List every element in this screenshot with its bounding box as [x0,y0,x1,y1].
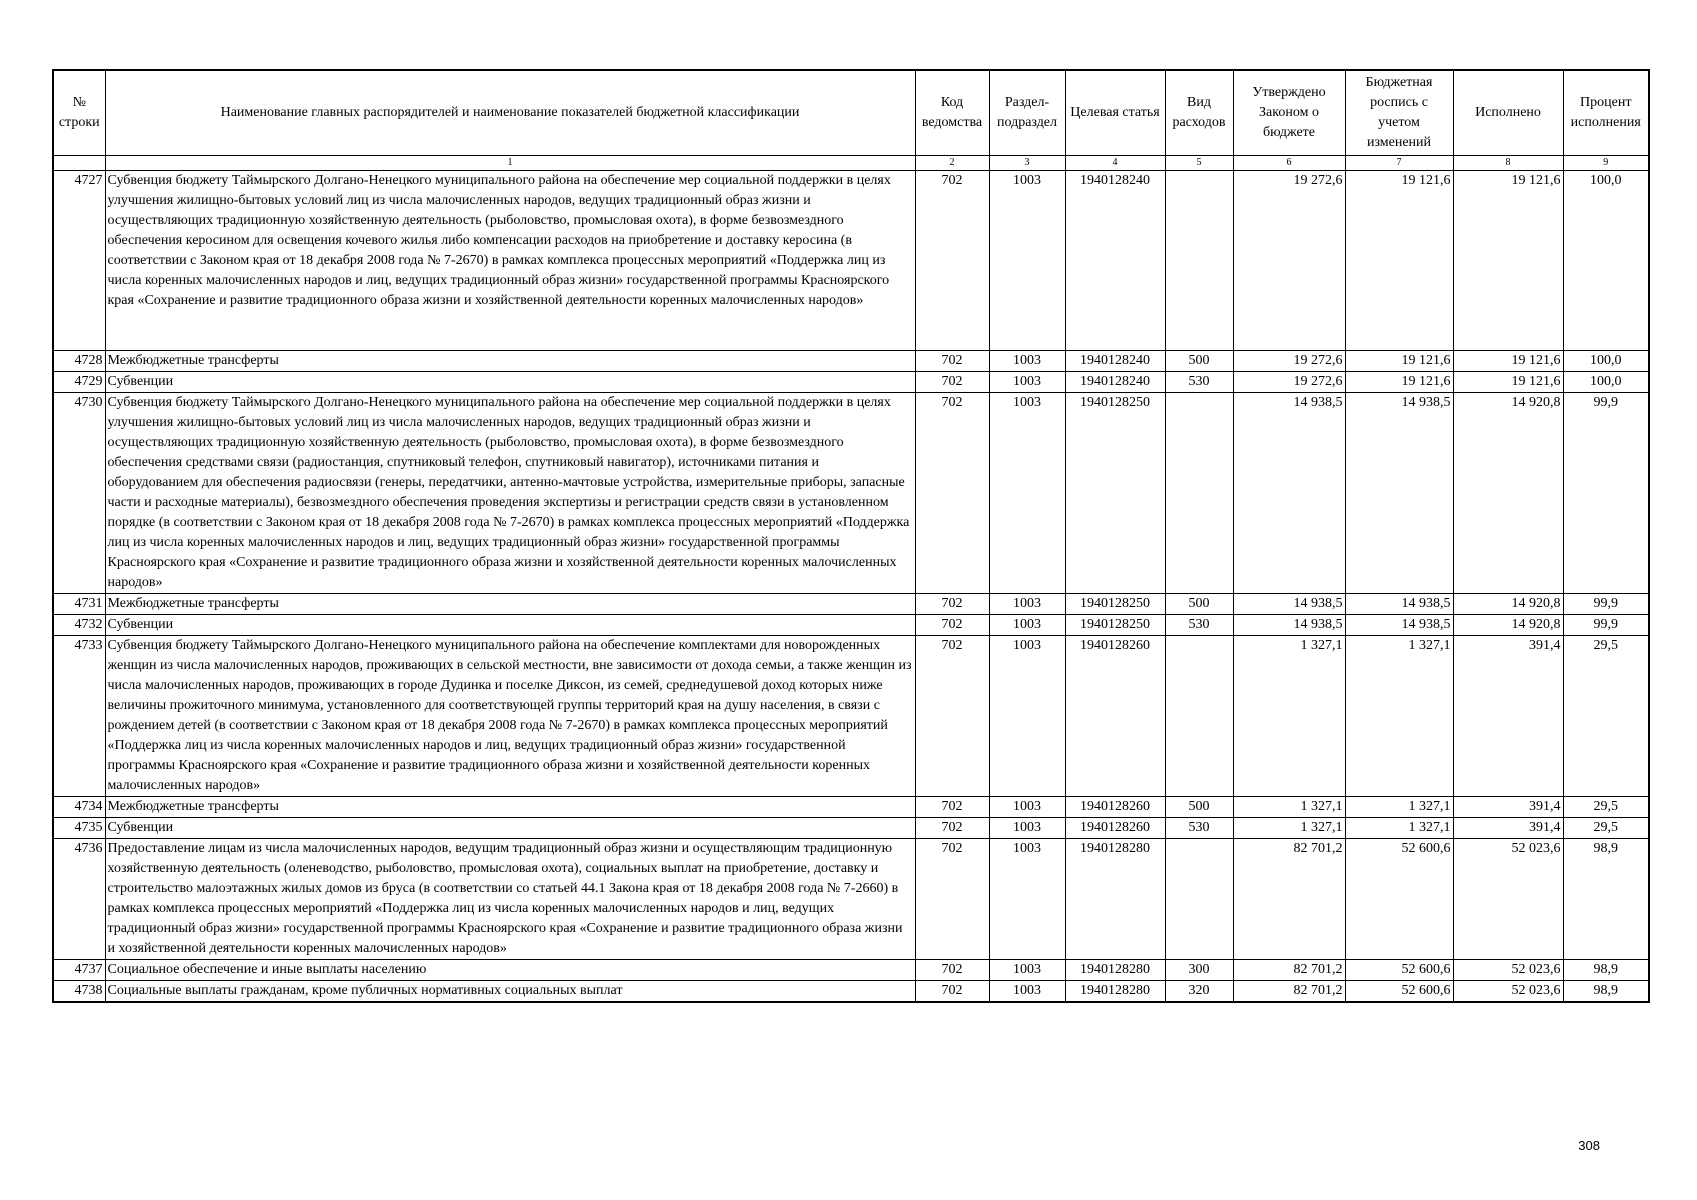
row-razdel: 1003 [989,960,1065,981]
row-name: Субвенции [105,372,915,393]
row-vedomstvo: 702 [915,818,989,839]
row-ispolneno: 19 121,6 [1453,372,1563,393]
table-row [53,351,1649,372]
row-razdel: 1003 [989,393,1065,594]
row-razdel: 1003 [989,372,1065,393]
page-number: 308 [1578,1138,1600,1153]
row-vid [1165,636,1233,797]
row-number: 4738 [53,981,105,1003]
row-rospis: 1 327,1 [1345,797,1453,818]
row-procent: 29,5 [1563,818,1649,839]
header-vedomstvo: Код ведомства [915,70,989,156]
table-row [53,372,1649,393]
row-celevaya: 1940128240 [1065,372,1165,393]
row-vid: 500 [1165,351,1233,372]
row-procent: 99,9 [1563,393,1649,594]
row-vid: 320 [1165,981,1233,1003]
row-number: 4733 [53,636,105,797]
row-razdel: 1003 [989,981,1065,1003]
row-utverzhdeno: 19 272,6 [1233,171,1345,351]
column-number: 9 [1563,156,1649,171]
row-vedomstvo: 702 [915,636,989,797]
row-vedomstvo: 702 [915,981,989,1003]
row-ispolneno: 19 121,6 [1453,171,1563,351]
row-vid: 500 [1165,594,1233,615]
row-utverzhdeno: 19 272,6 [1233,372,1345,393]
row-celevaya: 1940128250 [1065,615,1165,636]
row-number: 4734 [53,797,105,818]
row-utverzhdeno: 82 701,2 [1233,960,1345,981]
row-celevaya: 1940128240 [1065,351,1165,372]
row-number: 4731 [53,594,105,615]
row-vid: 300 [1165,960,1233,981]
row-celevaya: 1940128240 [1065,171,1165,351]
row-utverzhdeno: 14 938,5 [1233,594,1345,615]
row-vid: 530 [1165,615,1233,636]
row-number: 4737 [53,960,105,981]
table-row [53,839,1649,960]
row-rospis: 52 600,6 [1345,981,1453,1003]
row-procent: 100,0 [1563,372,1649,393]
header-row-number: № строки [53,70,105,156]
row-number: 4730 [53,393,105,594]
row-number: 4735 [53,818,105,839]
row-razdel: 1003 [989,636,1065,797]
column-number: 6 [1233,156,1345,171]
row-rospis: 52 600,6 [1345,839,1453,960]
row-vedomstvo: 702 [915,960,989,981]
row-vedomstvo: 702 [915,372,989,393]
row-name: Межбюджетные трансферты [105,797,915,818]
row-vedomstvo: 702 [915,393,989,594]
row-rospis: 14 938,5 [1345,393,1453,594]
row-celevaya: 1940128260 [1065,636,1165,797]
header-rospis: Бюджетная роспись с учетом изменений [1345,70,1453,156]
row-number: 4728 [53,351,105,372]
row-procent: 98,9 [1563,839,1649,960]
table-row [53,615,1649,636]
row-name: Социальные выплаты гражданам, кроме публичных нормативных социальных выплат [105,981,915,1003]
row-ispolneno: 14 920,8 [1453,393,1563,594]
table-row [53,818,1649,839]
row-procent: 100,0 [1563,171,1649,351]
row-rospis: 1 327,1 [1345,636,1453,797]
row-name: Социальное обеспечение и иные выплаты населению [105,960,915,981]
row-vid: 530 [1165,818,1233,839]
row-vedomstvo: 702 [915,615,989,636]
row-rospis: 14 938,5 [1345,594,1453,615]
header-name: Наименование главных распорядителей и наименование показателей бюджетной классификации [105,70,915,156]
row-ispolneno: 391,4 [1453,818,1563,839]
column-number: 4 [1065,156,1165,171]
row-ispolneno: 391,4 [1453,636,1563,797]
row-vedomstvo: 702 [915,839,989,960]
row-name: Межбюджетные трансферты [105,351,915,372]
header-ispolneno: Исполнено [1453,70,1563,156]
row-razdel: 1003 [989,171,1065,351]
row-rospis: 19 121,6 [1345,372,1453,393]
column-number: 8 [1453,156,1563,171]
table-row [53,797,1649,818]
row-vedomstvo: 702 [915,594,989,615]
column-number-row [53,156,1649,171]
column-number: 5 [1165,156,1233,171]
row-procent: 29,5 [1563,636,1649,797]
row-vedomstvo: 702 [915,351,989,372]
row-razdel: 1003 [989,351,1065,372]
row-celevaya: 1940128260 [1065,797,1165,818]
row-ispolneno: 19 121,6 [1453,351,1563,372]
row-number: 4736 [53,839,105,960]
row-vid: 500 [1165,797,1233,818]
column-number: 2 [915,156,989,171]
row-celevaya: 1940128250 [1065,393,1165,594]
row-utverzhdeno: 14 938,5 [1233,393,1345,594]
row-vid: 530 [1165,372,1233,393]
table-body [53,171,1649,1003]
budget-execution-table [52,69,1650,1003]
row-name: Субвенция бюджету Таймырского Долгано-Ненецкого муниципального района на обеспечение комплектами для новорожденных женщин из числа малочисленных народов, проживающих в сельской местности, вне зависимости от дохода семьи, а также женщин из числа малочисленных народов, проживающих в городе Дудинка и поселке Диксон, из семей, среднедушевой доход которых ниже величины прожиточного минимума, установленного для соответствующей группы территорий края на душу населения, в связи с рождением детей (в соответствии с Законом края от 18 декабря 2008 года № 7-2670) в рамках комплекса процессных мероприятий «Поддержка лиц из числа коренных малочисленных народов и лиц, ведущих традиционный образ жизни» государственной программы Красноярского края «Сохранение и развитие традиционного образа жизни и хозяйственной деятельности коренных малочисленных народов» [105,636,915,797]
row-celevaya: 1940128280 [1065,839,1165,960]
column-number-empty [53,156,105,171]
row-name: Субвенции [105,615,915,636]
row-razdel: 1003 [989,594,1065,615]
row-utverzhdeno: 1 327,1 [1233,797,1345,818]
row-rospis: 19 121,6 [1345,171,1453,351]
row-ispolneno: 52 023,6 [1453,839,1563,960]
header-vid: Вид расходов [1165,70,1233,156]
row-procent: 99,9 [1563,594,1649,615]
table-row [53,636,1649,797]
row-celevaya: 1940128250 [1065,594,1165,615]
row-vid [1165,171,1233,351]
row-rospis: 52 600,6 [1345,960,1453,981]
row-vid [1165,393,1233,594]
column-number: 7 [1345,156,1453,171]
row-procent: 100,0 [1563,351,1649,372]
row-utverzhdeno: 19 272,6 [1233,351,1345,372]
row-razdel: 1003 [989,839,1065,960]
column-number: 3 [989,156,1065,171]
row-number: 4729 [53,372,105,393]
row-procent: 29,5 [1563,797,1649,818]
row-utverzhdeno: 1 327,1 [1233,818,1345,839]
row-razdel: 1003 [989,615,1065,636]
row-utverzhdeno: 82 701,2 [1233,839,1345,960]
row-name: Субвенция бюджету Таймырского Долгано-Ненецкого муниципального района на обеспечение мер социальной поддержки в целях улучшения жилищно-бытовых условий лиц из числа малочисленных народов, ведущих традиционный образ жизни и осуществляющих традиционную хозяйственную деятельность (рыболовство, промысловая охота), в форме безвозмездного обеспечения средствами связи (радиостанция, спутниковый телефон, спутниковый навигатор), источниками питания и оборудованием для обеспечения радиосвязи (генеры, передатчики, антенно-мачтовые устройства, измерительные приборы, запасные части и расходные материалы), безвозмездного обеспечения проведения экспертизы и регистрации средств связи в установленном порядке (в соответствии с Законом края от 18 декабря 2008 года № 7-2670) в рамках комплекса процессных мероприятий «Поддержка лиц из числа коренных малочисленных народов и лиц, ведущих традиционный образ жизни» государственной программы Красноярского края «Сохранение и развитие традиционного образа жизни и хозяйственной деятельности коренных малочисленных народов» [105,393,915,594]
row-ispolneno: 14 920,8 [1453,615,1563,636]
row-vedomstvo: 702 [915,797,989,818]
row-vid [1165,839,1233,960]
row-name: Предоставление лицам из числа малочисленных народов, ведущим традиционный образ жизни и осуществляющим традиционную хозяйственную деятельность (оленеводство, рыболовство, промысловая охота), социальных выплат на приобретение, доставку и строительство малоэтажных жилых домов из бруса (в соответствии со статьей 44.1 Закона края от 18 декабря 2008 года № 7-2660) в рамках комплекса процессных мероприятий «Поддержка лиц из числа коренных малочисленных народов и лиц, ведущих традиционный образ жизни» государственной программы Красноярского края «Сохранение и развитие традиционного образа жизни и хозяйственной деятельности коренных малочисленных народов» [105,839,915,960]
row-utverzhdeno: 14 938,5 [1233,615,1345,636]
row-ispolneno: 52 023,6 [1453,960,1563,981]
table-row [53,171,1649,351]
header-razdel: Раздел-подраздел [989,70,1065,156]
header-procent: Процент исполнения [1563,70,1649,156]
column-number: 1 [105,156,915,171]
row-rospis: 1 327,1 [1345,818,1453,839]
row-procent: 98,9 [1563,960,1649,981]
row-procent: 99,9 [1563,615,1649,636]
row-vedomstvo: 702 [915,171,989,351]
header-celevaya: Целевая статья [1065,70,1165,156]
row-utverzhdeno: 1 327,1 [1233,636,1345,797]
row-celevaya: 1940128280 [1065,960,1165,981]
table-row [53,594,1649,615]
table-row [53,981,1649,1003]
table-row [53,393,1649,594]
row-celevaya: 1940128280 [1065,981,1165,1003]
row-number: 4732 [53,615,105,636]
row-name: Субвенции [105,818,915,839]
table-row [53,960,1649,981]
row-number: 4727 [53,171,105,351]
row-rospis: 14 938,5 [1345,615,1453,636]
header-utverzhdeno: Утверждено Законом о бюджете [1233,70,1345,156]
row-ispolneno: 391,4 [1453,797,1563,818]
row-rospis: 19 121,6 [1345,351,1453,372]
row-name: Субвенция бюджету Таймырского Долгано-Ненецкого муниципального района на обеспечение мер социальной поддержки в целях улучшения жилищно-бытовых условий лиц из числа малочисленных народов, ведущих традиционный образ жизни и осуществляющих традиционную хозяйственную деятельность (рыболовство, промысловая охота), в форме безвозмездного обеспечения керосином для освещения кочевого жилья либо компенсации расходов на приобретение и доставку керосина (в соответствии с Законом края от 18 декабря 2008 года № 7-2670) в рамках комплекса процессных мероприятий «Поддержка лиц из числа коренных малочисленных народов и лиц, ведущих традиционный образ жизни» государственной программы Красноярского края «Сохранение и развитие традиционного образа жизни и хозяйственной деятельности коренных малочисленных народов» [105,171,915,351]
row-name: Межбюджетные трансферты [105,594,915,615]
row-celevaya: 1940128260 [1065,818,1165,839]
row-ispolneno: 52 023,6 [1453,981,1563,1003]
row-ispolneno: 14 920,8 [1453,594,1563,615]
row-procent: 98,9 [1563,981,1649,1003]
row-utverzhdeno: 82 701,2 [1233,981,1345,1003]
row-razdel: 1003 [989,797,1065,818]
row-razdel: 1003 [989,818,1065,839]
table-header-row [53,70,1649,156]
